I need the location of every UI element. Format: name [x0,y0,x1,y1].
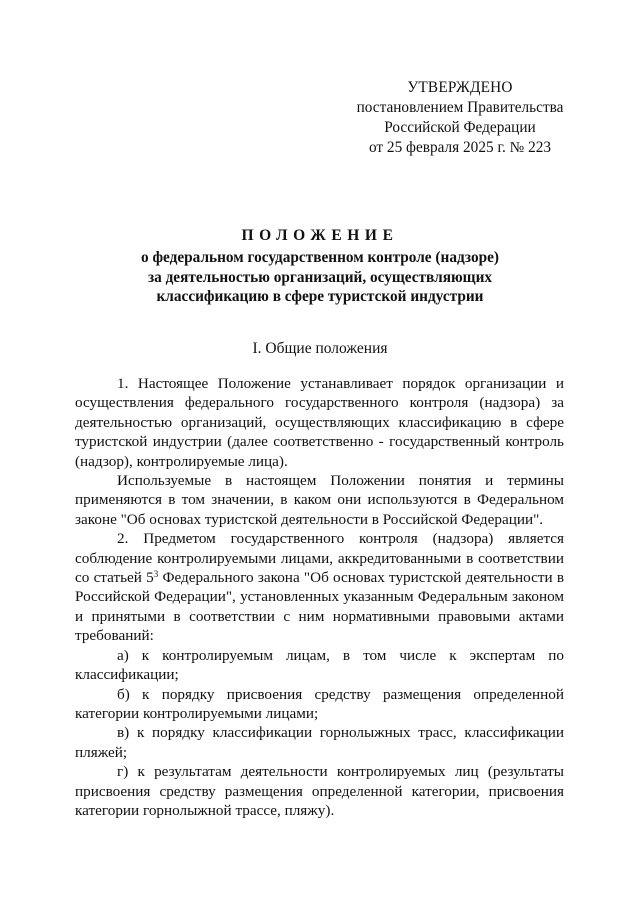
subtitle-line-3: классификацию в сфере туристской индустрии [156,288,484,305]
document-subtitle [60,248,580,307]
list-item-a: а) к контролируемым лицам, в том числе к экспертам по классификации; [75,646,564,684]
paragraph-2: Используемые в настоящем Положении понятия и термины применяются в том значении, в каком они используются в Федеральном законе "Об основах туристской деятельности в Российской Федерации". [75,472,564,528]
approval-stamp [340,78,580,158]
document-body [75,374,564,820]
section-heading: I. Общие положения [252,340,388,357]
list-item-b: б) к порядку присвоения средству размещения определенной категории контролируемыми лицами; [75,685,564,722]
paragraph-1: 1. Настоящее Положение устанавливает порядок организации и осуществления федерального государственного контроля (надзора) за деятельностью организаций, осуществляющих классификацию в сфере туристской индустрии (далее соответственно - государственный контроль (надзор), контролируемые лица). [75,375,564,470]
approval-date-line: от 25 февраля 2025 г. № 223 [368,139,552,156]
paragraph-3-end: Федерального закона "Об основах туристской деятельности в Российской Федерации", установленных указанным Федеральным законом и принятыми в соответствии с ним нормативными правовыми актами требований: [75,569,564,645]
document-title: ПОЛОЖЕНИЕ [241,227,399,244]
subtitle-line-2: за деятельностью организаций, осуществляющих [147,268,493,286]
list-item-g: г) к результатам деятельности контролируемых лиц (результаты присвоения средству размещения определенной категории, присвоения категории горнолыжной трассе, пляжу). [75,763,564,819]
paragraph-3-start: 2. Предметом государственного контроля (надзора) является соблюдение контролируемыми лицами, аккредитованными в соответствии со статьей 5 [75,530,564,587]
approval-title: УТВЕРЖДЕНО [407,79,513,96]
paragraph-3 [75,529,564,645]
article-superscript: 3 [153,569,159,580]
approval-line-1: постановлением Правительства [356,99,564,116]
approval-line-2: Российской Федерации [384,119,536,136]
subtitle-line-1: о федеральном государственном контроле (надзоре) [140,249,499,266]
list-item-v: в) к порядку классификации горнолыжных трасс, классификации пляжей; [75,724,564,761]
